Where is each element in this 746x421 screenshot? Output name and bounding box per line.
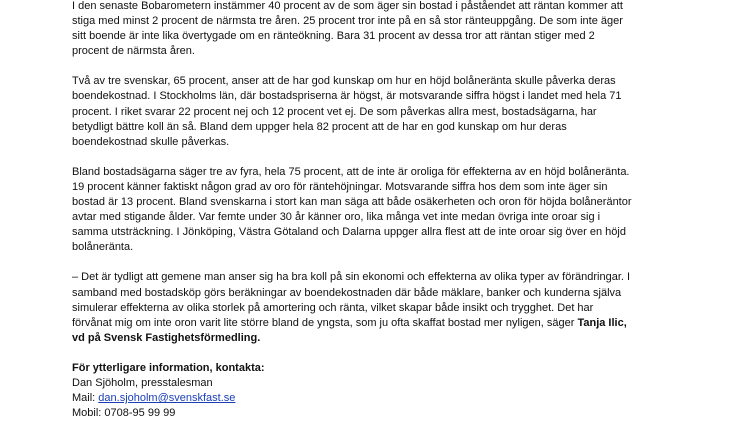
- contact-name: Dan Sjöholm, presstalesman: [72, 376, 213, 389]
- paragraph-knowledge: Två av tre svenskar, 65 procent, anser att de har god kunskap om hur en höjd bolåneränta skulle påverka deras boendekostnad. I Stockholms län, där bostadspriserna är högst, är motsvarande siffra högst i landet med hela 71 procent. I riket svarar 22 procent nej och 12 procent vet ej. De som påverkas allra mest, bostadsägarna, har betydligt bättre koll än så. Bland dem uppger hela 82 procent att de har en god kunskap om hur deras boendekostnad skulle påverkas.: [72, 75, 622, 148]
- contact-mobile: Mobil: 0708-95 99 99: [72, 407, 176, 420]
- contact-mail-line: [72, 391, 672, 406]
- paragraph-worry: Bland bostadsägarna säger tre av fyra, hela 75 procent, att de inte är oroliga för effekterna av en höjd bolåneränta. 19 procent känner faktiskt någon grad av oro för räntehöjningar. Motsvarande siffra hos dem som inte äger sin bostad är 13 procent. Bland svenskarna i stort kan man säga att både osäkerheten och oron för höjda bolåneräntor avtar med stigande ålder. Var femte under 30 år känner oro, lika många vet inte medan övriga inte oroar sig i samma utsträckning. I Jönköping, Västra Götaland och Dalarna uppger allra flest att de inte oroar sig över en höjd bolåneränta.: [72, 165, 632, 254]
- paragraph-bobarometer: I den senaste Bobarometern instämmer 40 procent av de som äger sin bostad i påståendet att räntan kommer att stiga med minst 2 procent de närmsta tre åren. 25 procent tror inte på en så stor ränteuppgång. De som inte äger sitt boende är inte lika övertygade om en ränteökning. Bara 31 procent av dessa tror att räntan stiger med 2 procent de närmsta åren.: [72, 0, 623, 58]
- quote-speaker: Tanja Ilic, vd på Svensk Fastighetsförmedling.: [72, 316, 627, 344]
- document-page: [72, 0, 672, 421]
- quote-text: – Det är tydligt att gemene man anser sig ha bra koll på sin ekonomi och effekterna av olika typer av förändringar. I samband med bostadsköp görs beräkningar av boendekostnaden där både mäklare, banker och kunderna själva simulerar effekterna av olika storlek på amortering och ränta, vilket skapar både insikt och trygghet. Det har förvånat mig om inte oron varit lite större bland de yngsta, som ju ofta skaffat bostad mer nyligen, säger: [72, 271, 631, 329]
- contact-block: [72, 361, 672, 421]
- mail-link[interactable]: dan.sjoholm@svenskfast.se: [98, 392, 236, 405]
- contact-heading: För ytterligare information, kontakta:: [72, 361, 265, 374]
- paragraph-quote: [72, 270, 672, 345]
- mail-label: Mail:: [72, 392, 99, 405]
